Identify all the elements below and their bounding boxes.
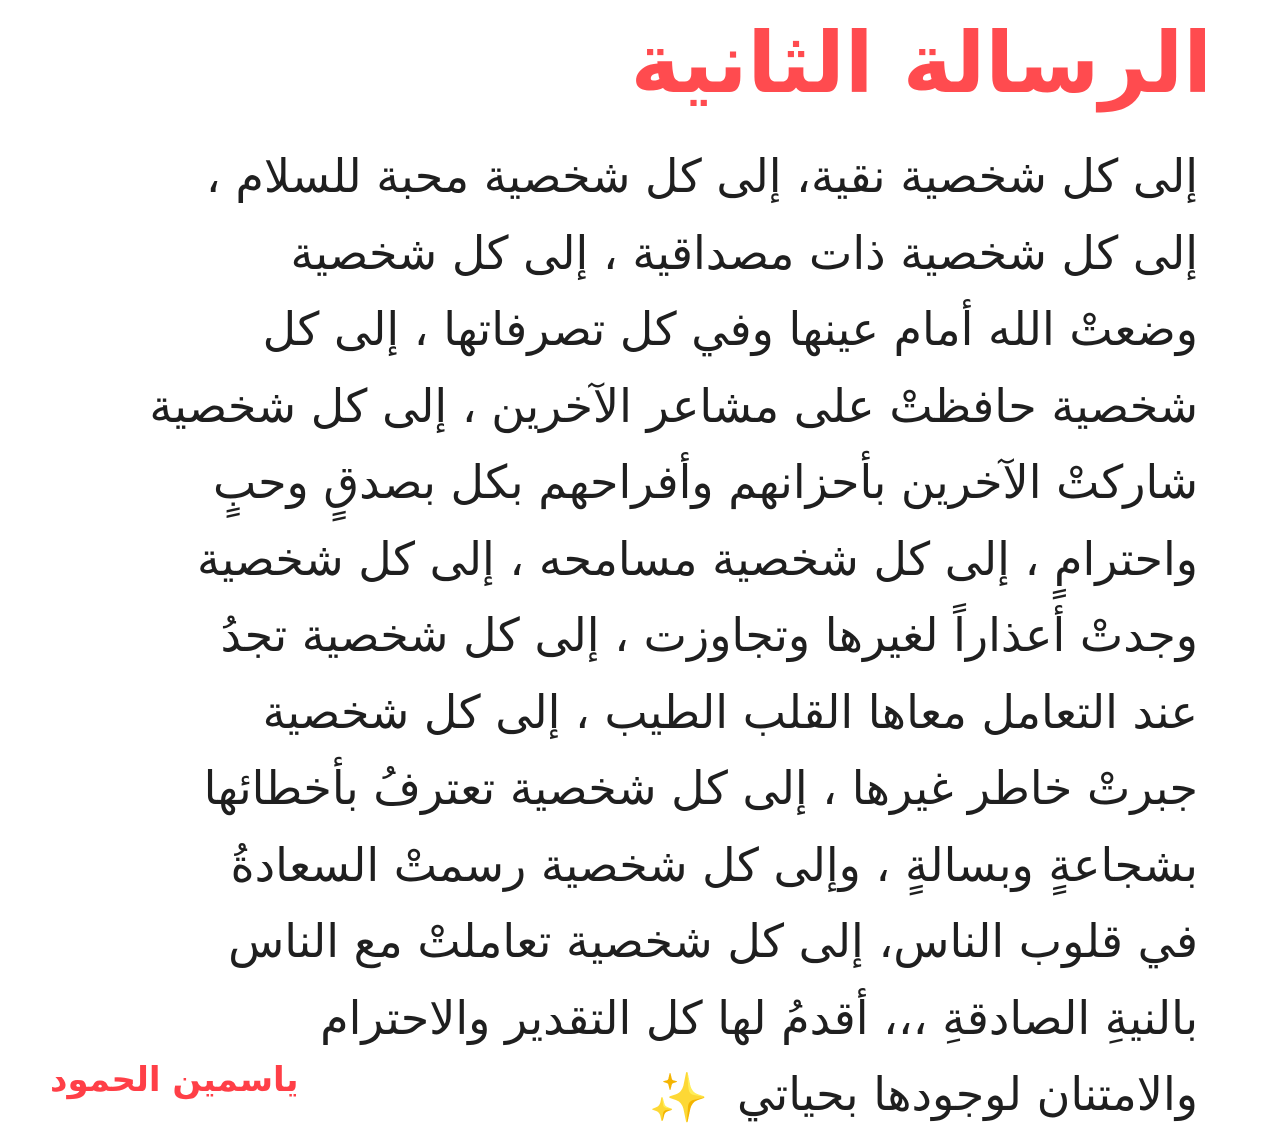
sparkles-icon: ✨: [648, 1069, 709, 1126]
message-line-6: واحترامٍ ، إلى كل شخصية مسامحه ، إلى كل شخصية: [196, 531, 1198, 586]
message-line-10: بشجاعةٍ وبسالةٍ ، وإلى كل شخصية رسمتْ السعادةُ: [230, 837, 1198, 892]
message-line-1: إلى كل شخصية نقية، إلى كل شخصية محبة للسلام ،: [205, 149, 1198, 203]
message-line-4: شخصية حافظتْ على مشاعر الآخرين ، إلى كل شخصية: [149, 378, 1198, 433]
message-final-text: والامتنان لوجودها بحياتي: [737, 1067, 1198, 1121]
message-line-2: إلى كل شخصية ذات مصداقية ، إلى كل شخصية: [290, 225, 1198, 280]
document-title: الرسالة الثانية: [630, 14, 1212, 112]
message-line-9: جبرتْ خاطر غيرها ، إلى كل شخصية تعترفُ بأخطائها: [203, 761, 1198, 815]
message-line-12: بالنيةِ الصادقةِ ،،، أقدمُ لها كل التقدير والاحترام: [320, 990, 1198, 1045]
message-line-11: في قلوب الناس، إلى كل شخصية تعاملتْ مع الناس: [228, 914, 1198, 968]
message-line-3: وضعتْ الله أمام عينها وفي كل تصرفاتها ، إلى كل: [262, 302, 1198, 356]
message-line-5: شاركتْ الآخرين بأحزانهم وأفراحهم بكل بصدقٍ وحبٍ: [212, 455, 1198, 509]
message-line-8: عند التعامل معاها القلب الطيب ، إلى كل شخصية: [262, 684, 1198, 739]
message-body: [88, 138, 1198, 1133]
message-line-7: وجدتْ أعذاراً لغيرها وتجاوزت ، إلى كل شخصية تجدُ: [220, 608, 1198, 662]
author-signature: ياسمين الحمود: [50, 1060, 299, 1100]
